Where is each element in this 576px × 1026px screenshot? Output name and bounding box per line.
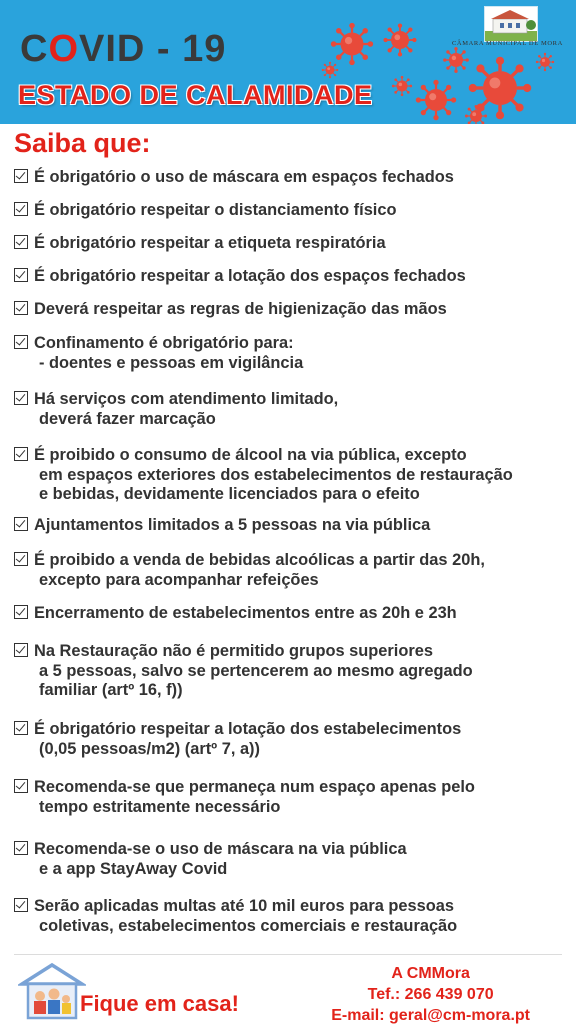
rule-item xyxy=(14,446,513,505)
rule-text: Encerramento de estabelecimentos entre as 20h e 23h xyxy=(34,604,457,622)
rule-text: É obrigatório respeitar o distanciamento físico xyxy=(34,201,397,219)
rule-text: É proibido o consumo de álcool na via pública, excepto xyxy=(34,446,467,464)
checkbox-icon xyxy=(14,721,28,735)
checkbox-icon xyxy=(14,202,28,216)
rule-text-continued: familiar (artº 16, f)) xyxy=(39,681,183,699)
rule-text-continued: (0,05 pessoas/m2) (artº 7, a)) xyxy=(39,739,260,758)
checkbox-icon xyxy=(14,335,28,349)
municipality-name: CÂMARA MUNICIPAL DE MORA xyxy=(452,40,563,47)
stay-home-message: Fique em casa! xyxy=(80,991,239,1016)
header-banner xyxy=(0,0,576,124)
rule-text: Na Restauração não é permitido grupos superiores xyxy=(34,642,433,660)
rule-item xyxy=(14,720,461,759)
checkbox-icon xyxy=(14,391,28,405)
rule-item xyxy=(14,168,454,188)
checkbox-icon xyxy=(14,447,28,461)
rule-text-continued: - doentes e pessoas em vigilância xyxy=(39,353,304,372)
rule-text-continued: e bebidas, devidamente licenciados para o efeito xyxy=(39,485,420,503)
checkbox-icon xyxy=(14,779,28,793)
rule-text-continued: excepto para acompanhar refeições xyxy=(39,570,319,589)
rule-item xyxy=(14,642,473,701)
rule-item xyxy=(14,551,485,590)
family-house-icon xyxy=(18,962,86,1020)
municipality-logo xyxy=(484,6,538,42)
checkbox-icon xyxy=(14,517,28,531)
email-address: E-mail: geral@cm-mora.pt xyxy=(331,1007,530,1024)
rule-item xyxy=(14,334,303,373)
rule-item xyxy=(14,390,338,429)
checkbox-icon xyxy=(14,301,28,315)
page-subtitle: ESTADO DE CALAMIDADE xyxy=(18,80,373,110)
checkbox-icon xyxy=(14,169,28,183)
rule-item xyxy=(14,267,466,287)
rule-item xyxy=(14,516,430,536)
section-heading: Saiba que: xyxy=(14,128,151,158)
rule-text: É proibido a venda de bebidas alcoólicas a partir das 20h, xyxy=(34,551,485,569)
phone-number: Tef.: 266 439 070 xyxy=(367,986,494,1003)
rule-text-continued: em espaços exteriores dos estabelecimentos de restauração xyxy=(39,465,513,484)
rule-text: Confinamento é obrigatório para: xyxy=(34,334,294,352)
page-title: COVID - 19 xyxy=(20,28,227,70)
rule-text: É obrigatório respeitar a lotação dos espaços fechados xyxy=(34,267,466,285)
org-name: A CMMora xyxy=(391,965,470,982)
rule-text-continued: a 5 pessoas, salvo se pertencerem ao mesmo agregado xyxy=(39,661,473,680)
rule-text-continued: deverá fazer marcação xyxy=(39,409,216,428)
rule-item xyxy=(14,840,407,879)
rule-text-continued: e a app StayAway Covid xyxy=(39,859,228,878)
contact-info xyxy=(331,963,530,1026)
checkbox-icon xyxy=(14,643,28,657)
checkbox-icon xyxy=(14,552,28,566)
rule-text: Serão aplicadas multas até 10 mil euros para pessoas xyxy=(34,897,454,915)
rule-text: É obrigatório respeitar a etiqueta respiratória xyxy=(34,234,386,252)
checkbox-icon xyxy=(14,235,28,249)
rule-item xyxy=(14,604,457,624)
rule-text: Recomenda-se o uso de máscara na via pública xyxy=(34,840,407,858)
checkbox-icon xyxy=(14,605,28,619)
building-icon xyxy=(485,7,537,41)
rule-text: Deverá respeitar as regras de higienização das mãos xyxy=(34,300,447,318)
rule-item xyxy=(14,778,475,817)
checkbox-icon xyxy=(14,898,28,912)
rule-text-continued: tempo estritamente necessário xyxy=(39,797,281,816)
checkbox-icon xyxy=(14,268,28,282)
rule-item xyxy=(14,897,457,936)
rule-text-continued: coletivas, estabelecimentos comerciais e restauração xyxy=(39,916,458,935)
footer-divider xyxy=(14,954,562,955)
rule-item xyxy=(14,234,386,254)
rule-text: Ajuntamentos limitados a 5 pessoas na via pública xyxy=(34,516,431,534)
rule-text: Recomenda-se que permaneça num espaço apenas pelo xyxy=(34,778,475,796)
rule-text: É obrigatório o uso de máscara em espaços fechados xyxy=(34,168,454,186)
rule-item xyxy=(14,300,447,320)
rule-text: Há serviços com atendimento limitado, xyxy=(34,390,339,408)
rule-item xyxy=(14,201,397,221)
rule-text: É obrigatório respeitar a lotação dos estabelecimentos xyxy=(34,720,462,738)
checkbox-icon xyxy=(14,841,28,855)
